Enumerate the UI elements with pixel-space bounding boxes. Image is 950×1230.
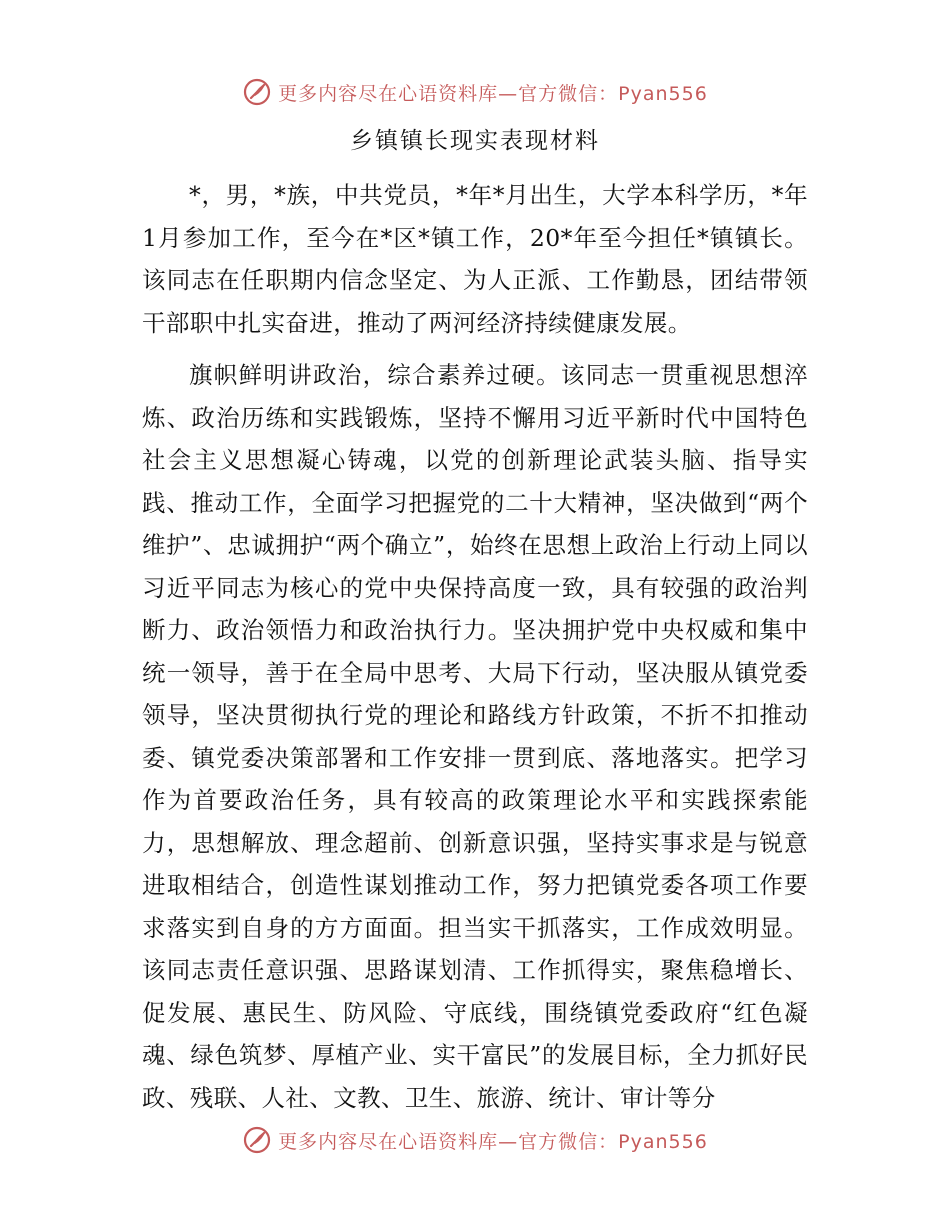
paragraph-politics: 旗帜鲜明讲政治，综合素养过硬。该同志一贯重视思想淬炼、政治历练和实践锻炼，坚持不懈用习近平新时代中国特色社会主义思想凝心铸魂，以党的创新理论武装头脑、指导实践、推动工作，全面学习把握党的二十大精神，坚决做到“两个维护”、忠诚拥护“两个确立”，始终在思想上政治上行动上同以习近平同志为核心的党中央保持高度一致，具有较强的政治判断力、政治领悟力和政治执行力。坚决拥护党中央权威和集中统一领导，善于在全局中思考、大局下行动，坚决服从镇党委领导，坚决贯彻执行党的理论和路线方针政策，不折不扣推动委、镇党委决策部署和工作安排一贯到底、落地落实。把学习作为首要政治任务，具有较高的政策理论水平和实践探索能力，思想解放、理念超前、创新意识强，坚持实事求是与锐意进取相结合，创造性谋划推动工作，努力把镇党委各项工作要求落实到自身的方方面面。担当实干抓落实，工作成效明显。该同志责任意识强、思路谋划清、工作抓得实，聚焦稳增长、促发展、惠民生、防风险、守底线，围绕镇党委政府“红色凝魂、绿色筑梦、厚植产业、实干富民”的发展目标，全力抓好民政、残联、人社、文教、卫生、旅游、统计、审计等分	[142, 361, 808, 1112]
footer-watermark	[0, 1120, 950, 1160]
document-body	[142, 174, 808, 1119]
document-title: 乡镇镇长现实表现材料	[350, 128, 600, 154]
watermark-text: 更多内容尽在心语资料库—官方微信：Pyan556	[278, 1130, 708, 1153]
feather-logo-icon	[242, 1125, 272, 1155]
paragraph-intro: *，男，*族，中共党员，*年*月出生，大学本科学历，*年1月参加工作，至今在*区*镇工作，20*年至今担任*镇镇长。该同志在任职期内信念坚定、为人正派、工作勤恳，团结带领干部职中扎实奋进，推动了两河经济持续健康发展。	[142, 181, 808, 337]
header-watermark	[0, 72, 950, 112]
feather-logo-icon	[242, 77, 272, 107]
watermark-text: 更多内容尽在心语资料库—官方微信：Pyan556	[278, 82, 708, 105]
